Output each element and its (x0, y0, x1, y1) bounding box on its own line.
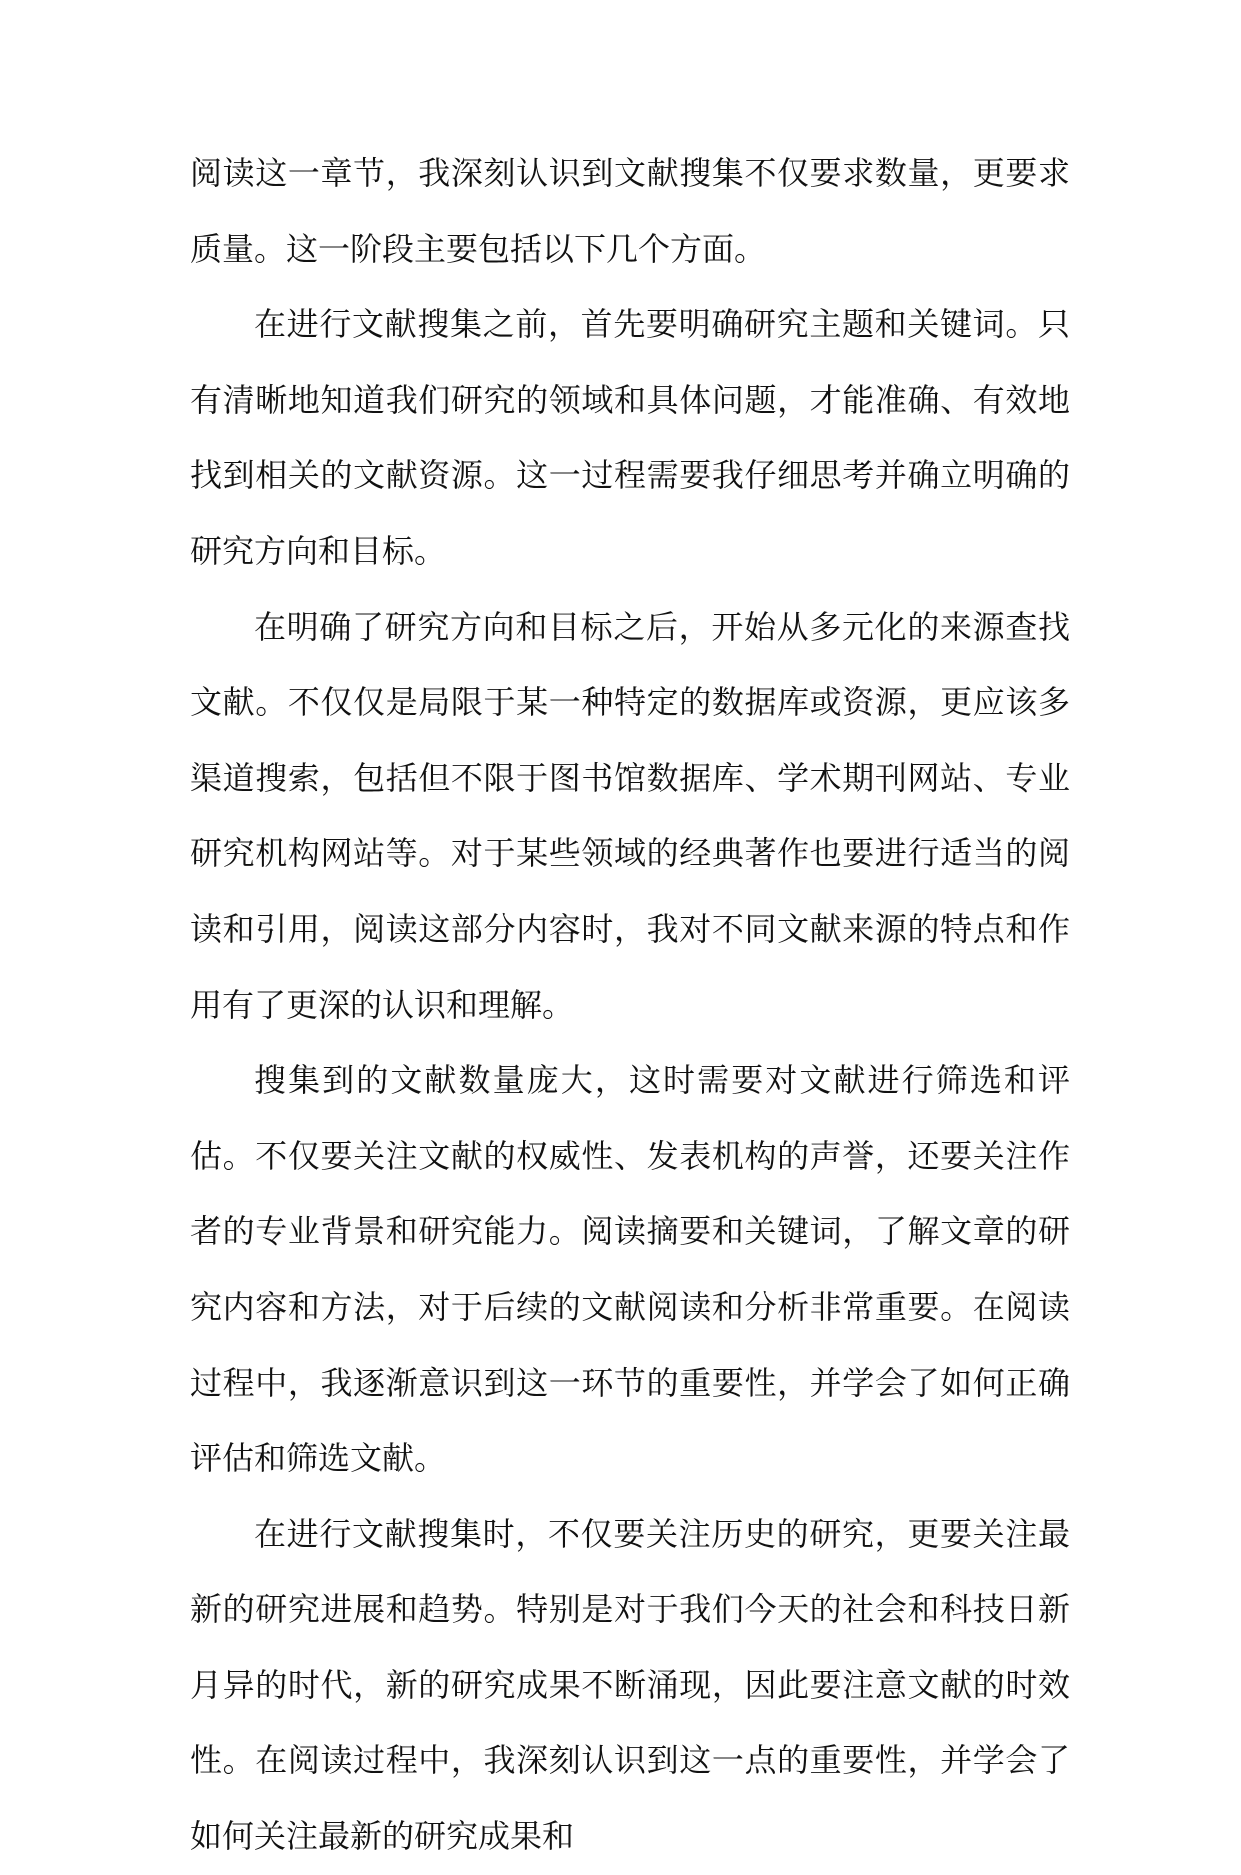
paragraph-4: 搜集到的文献数量庞大，这时需要对文献进行筛选和评估。不仅要关注文献的权威性、发表机构的声誉，还要关注作者的专业背景和研究能力。阅读摘要和关键词，了解文章的研究内容和方法，对于后续的文献阅读和分析非常重要。在阅读过程中，我逐渐意识到这一环节的重要性，并学会了如何正确评估和筛选文献。 (190, 1061, 1070, 1478)
paragraph-1: 阅读这一章节，我深刻认识到文献搜集不仅要求数量，更要求质量。这一阶段主要包括以下几个方面。 (190, 154, 1070, 268)
paragraph-2: 在进行文献搜集之前，首先要明确研究主题和关键词。只有清晰地知道我们研究的领域和具体问题，才能准确、有效地找到相关的文献资源。这一过程需要我仔细思考并确立明确的研究方向和目标。 (190, 305, 1070, 570)
document-body (190, 136, 1070, 1875)
paragraph-5: 在进行文献搜集时，不仅要关注历史的研究，更要关注最新的研究进展和趋势。特别是对于我们今天的社会和科技日新月异的时代，新的研究成果不断涌现，因此要注意文献的时效性。在阅读过程中，我深刻认识到这一点的重要性，并学会了如何关注最新的研究成果和 (190, 1514, 1070, 1856)
paragraph-3: 在明确了研究方向和目标之后，开始从多元化的来源查找文献。不仅仅是局限于某一种特定的数据库或资源，更应该多渠道搜索，包括但不限于图书馆数据库、学术期刊网站、专业研究机构网站等。对于某些领域的经典著作也要进行适当的阅读和引用，阅读这部分内容时，我对不同文献来源的特点和作用有了更深的认识和理解。 (190, 607, 1070, 1024)
